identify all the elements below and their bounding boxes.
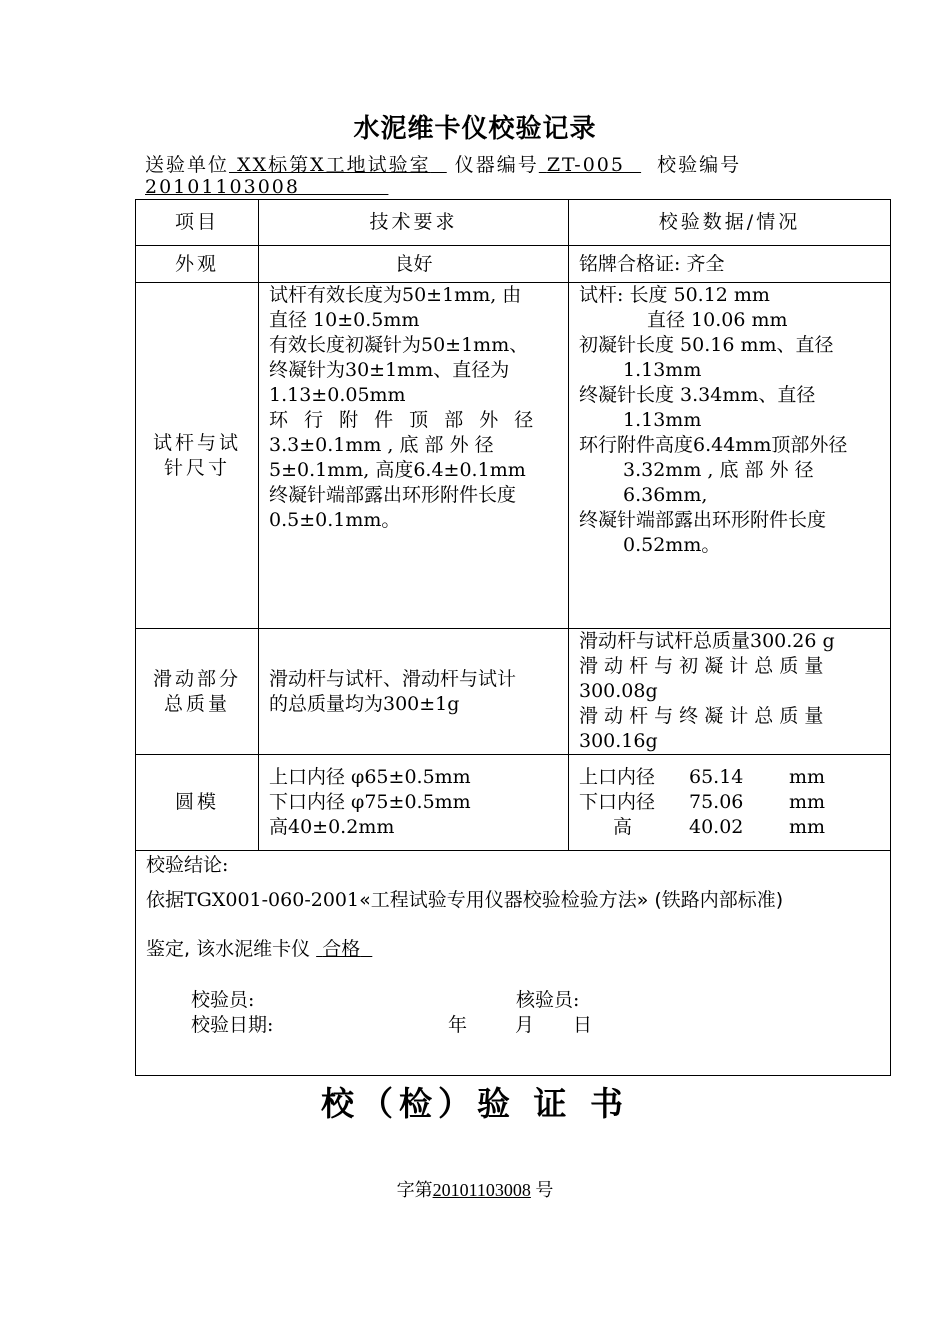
size-requirement: 试杆有效长度为50±1mm, 由 直径 10±0.5mm 有效长度初凝针为50±1mm、 终凝针为30±1mm、直径为 1.13±0.05mm 环 行 附 件 顶 部 外 径 3.3±0.1mm , 底 部 外 径 5±0.1mm, 高度6.4±0.1mm 终凝针端部露出环形附件长度 0.5±0.1mm。 (259, 283, 569, 629)
conclusion-label: 校验结论: (146, 854, 229, 876)
table-header-row (136, 200, 891, 246)
appearance-result: 铭牌合格证: 齐全 (569, 246, 891, 283)
header-info-line1 (145, 150, 741, 177)
instrument-label: 仪器编号 (454, 154, 539, 176)
check-no-value: 20101103008 (145, 176, 300, 198)
header-info-line2 (145, 176, 388, 198)
certificate-title: 校（检）验 证 书 (321, 1084, 629, 1123)
mould-requirement: 上口内径 φ65±0.5mm 下口内径 φ75±0.5mm 高40±0.2mm (259, 755, 569, 851)
table-row-size (136, 283, 891, 629)
appearance-item: 外观 (136, 246, 259, 283)
instrument-value: ZT-005 (546, 154, 625, 176)
header-requirement: 技术要求 (259, 200, 569, 246)
header-result: 校验数据/情况 (569, 200, 891, 246)
mass-requirement: 滑动杆与试杆、滑动杆与试计 的总质量均为300±1g (259, 629, 569, 755)
table-row-conclusion (136, 851, 891, 1076)
table-row-mould (136, 755, 891, 851)
table-row-appearance (136, 246, 891, 283)
size-result: 试杆: 长度 50.12 mm 直径 10.06 mm 初凝针长度 50.16 mm、直径 1.13mm 终凝针长度 3.34mm、直径 1.13mm 环行附件高度6.44mm顶部外径 3.32mm , 底 部 外 径 6.36mm, 终凝针端部露出环形附件长度 0.52mm。 (569, 283, 891, 629)
conclusion-basis: 依据TGX001-060-2001«工程试验专用仪器校验检验方法» (铁路内部标准) (146, 889, 784, 911)
mass-result: 滑动杆与试杆总质量300.26 g 滑 动 杆 与 初 凝 计 总 质 量 300.08g 滑 动 杆 与 终 凝 计 总 质 量 300.16g (569, 629, 891, 755)
verdict-value: 合格 (322, 938, 361, 960)
unit-label: 送验单位 (145, 154, 230, 176)
size-item: 试杆与试 针尺寸 (136, 283, 259, 629)
page-title: 水泥维卡仪校验记录 (353, 114, 597, 144)
unit-value: XX标第X工地试验室 (237, 154, 431, 176)
mass-item: 滑动部分 总质量 (136, 629, 259, 755)
check-no-label: 校验编号 (657, 154, 742, 176)
mould-item: 圆模 (136, 755, 259, 851)
mould-result: 上口内径 65.14 mm 下口内径 75.06 mm 高 40.02 mm (569, 755, 891, 851)
signature-line: 校验员: 核验员: (191, 989, 580, 1011)
date-line: 校验日期: 年 月 日 (191, 1014, 593, 1036)
table-row-mass (136, 629, 891, 755)
certificate-number: 字第20101103008 号 (396, 1180, 554, 1200)
appearance-requirement: 良好 (259, 246, 569, 283)
conclusion-verdict: 鉴定, 该水泥维卡仪 合格 (146, 937, 880, 962)
conclusion-cell (136, 851, 891, 1076)
record-table (135, 199, 891, 1076)
header-item: 项目 (136, 200, 259, 246)
